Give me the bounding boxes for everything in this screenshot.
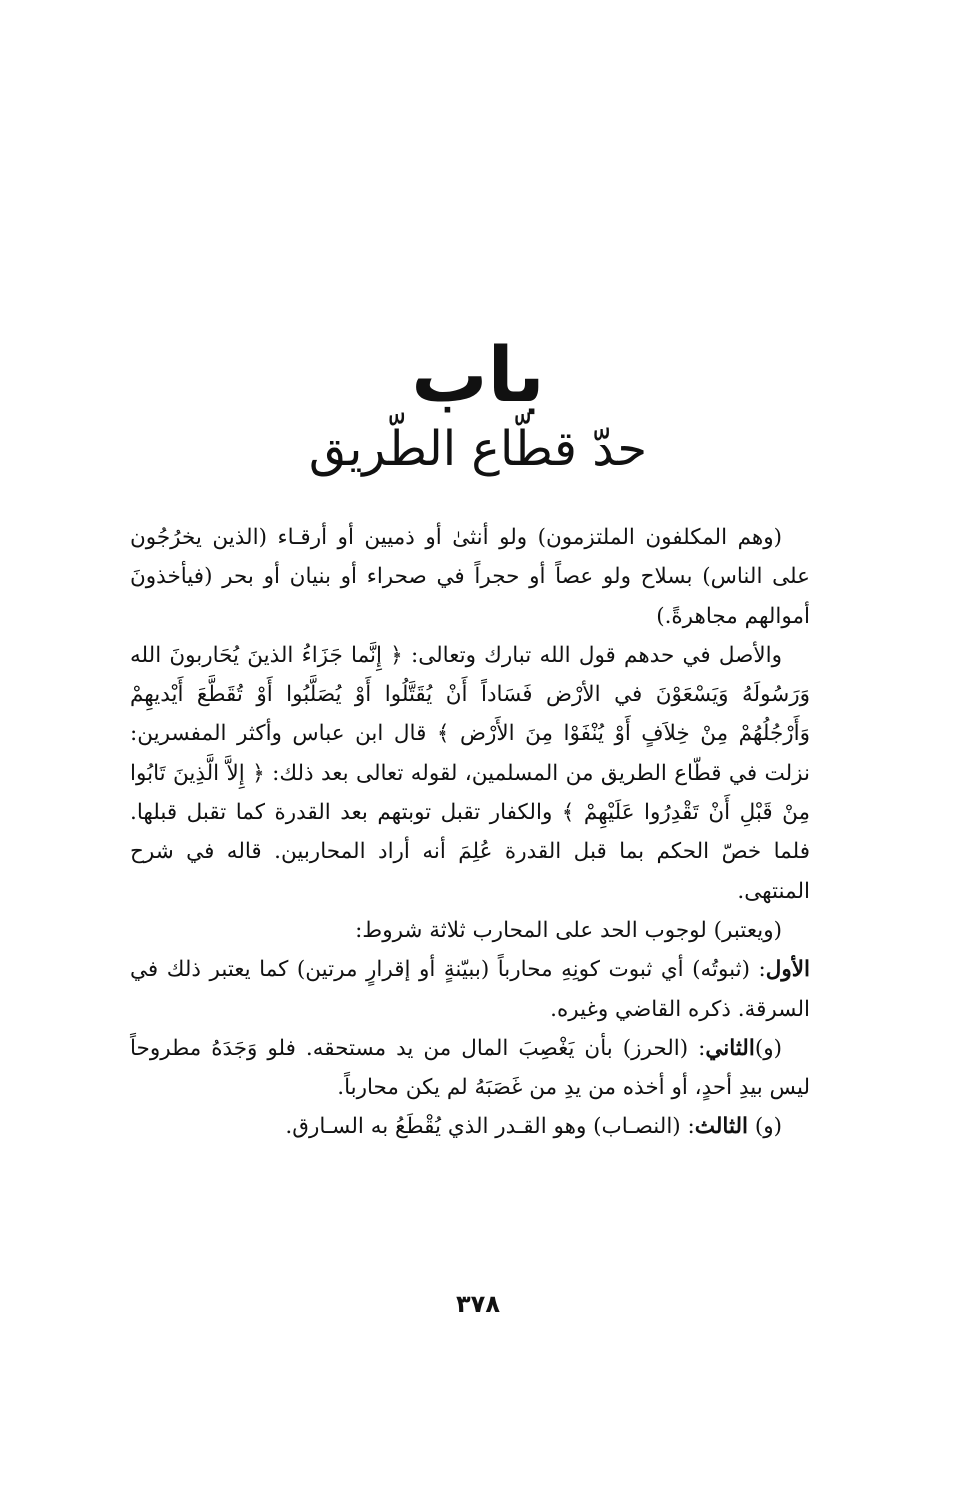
paragraph-definition: (وهم المكلفون الملتزمون) ولو أنثىٰ أو ذميين أو أرقـاء (الذين يخرُجُون على الناس) بسلاح ولو عصاً أو حجراً في صحراء أو بنيان أو بحر (فيأخذونَ أموالهم مجاهرةً.)	[130, 525, 810, 629]
condition-first-text: : (ثبوتُه) أي ثبوت كونِهِ محارباً (ببيّنةٍ أو إقرارٍ مرتين) كما يعتبر ذلك في السرقة. ذكره القاضي وغيره.	[130, 957, 810, 1022]
condition-third-prefix: (و)	[748, 1114, 782, 1140]
condition-third-text: : (النصـاب) وهو القـدر الذي يُقْطَعُ به السـارق.	[285, 1114, 695, 1140]
bab-heading: باب	[411, 330, 545, 419]
condition-second-text: : (الحرز) بأن يَغْصِبَ المال من يد مستحقه. فلو وَجَدَهُ مطروحاً ليس بيدِ أحدٍ، أو أخذه من يدِ من غَصَبَهُ لم يكن محارباً.	[130, 1035, 810, 1101]
condition-second-prefix: (و)	[754, 1035, 782, 1061]
chapter-title: حدّ قطّاع الطّريق	[308, 421, 648, 477]
condition-first-label: الأول	[765, 957, 810, 983]
body-text	[130, 518, 810, 1147]
condition-second-label: الثاني	[705, 1035, 755, 1061]
paragraph-evidence: والأصل في حدهم قول الله تبارك وتعالى: ﴿ إِنَّما جَزَاءُ الذينَ يُحَاربونَ الله وَرَسُولَهُ وَيَسْعَوْنَ في الأرْض فَسَاداً أَنْ يُقَتَّلُوا أَوْ يُصَلَّبُوا أَوْ تُقَطَّعَ أَيْديهِمْ وَأَرْجُلُهُمْ مِنْ خِلاَفٍ أَوْ يُنْفَوْا مِنَ الأَرْض ﴾ قال ابن عباس وأكثر المفسرين: نزلت في قطّاع الطريق من المسلمين، لقوله تعالى بعد ذلك: ﴿ إِلاَّ الَّذِينَ تَابُوا مِنْ قَبْلِ أَنْ تَقْدِرُوا عَلَيْهِمْ ﴾ والكفار تقبل توبتهم بعد القدرة كما تقبل قبلها. فلما خصّ الحكم بما قبل القدرة عُلِمَ أنه أراد المحاربين. قاله في شرح المنتهى.	[130, 642, 810, 904]
condition-second	[130, 1029, 810, 1108]
chapter-header	[0, 330, 956, 479]
condition-third-label: الثالث	[694, 1114, 748, 1140]
page-number: ٣٧٨	[456, 1290, 500, 1318]
paragraph-conditions-intro: (ويعتبر) لوجوب الحد على المحارب ثلاثة شروط:	[355, 917, 782, 943]
condition-first	[130, 950, 810, 1029]
condition-third	[130, 1107, 810, 1146]
